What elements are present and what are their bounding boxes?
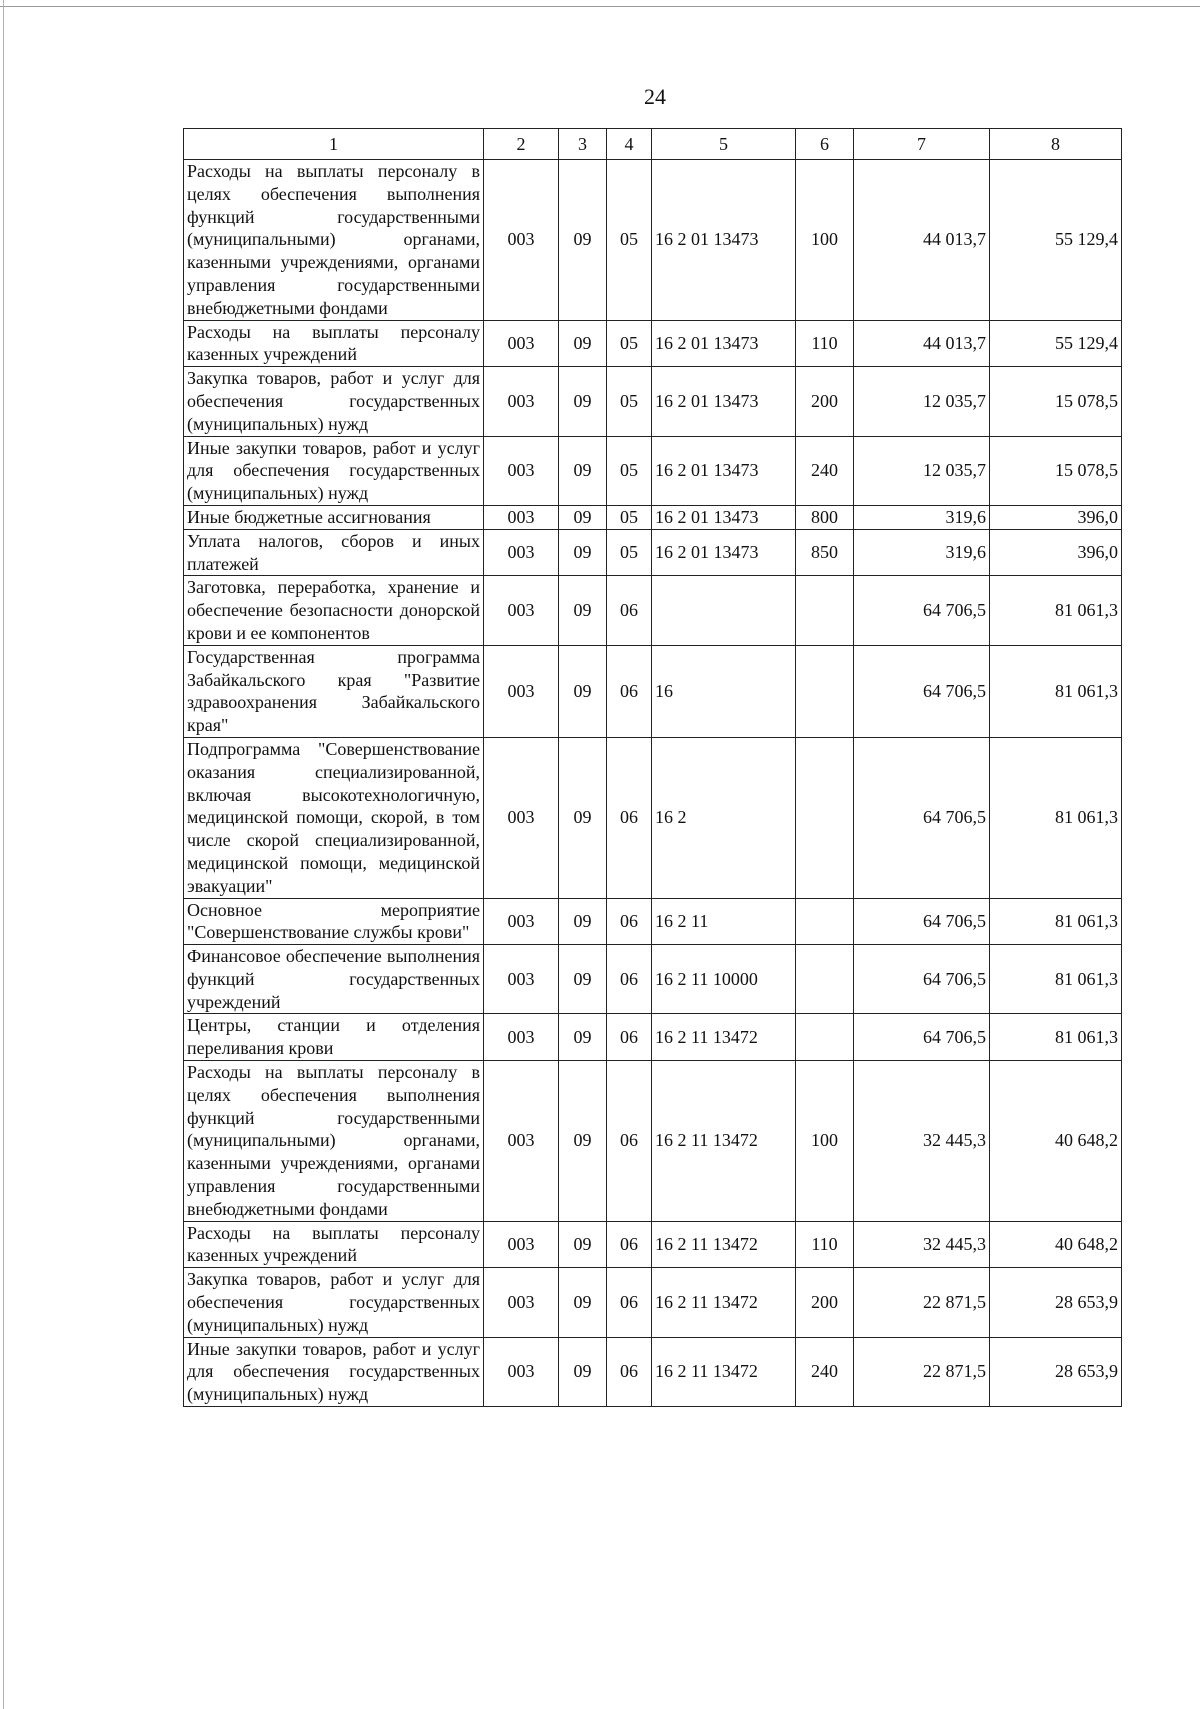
- amount-year2-cell: 55 129,4: [990, 160, 1122, 321]
- table-row: [184, 1014, 1122, 1061]
- subsection-cell: 05: [607, 367, 652, 436]
- amount-year2-cell: 28 653,9: [990, 1337, 1122, 1406]
- subsection-cell: 06: [607, 898, 652, 945]
- amount-year2-cell: 81 061,3: [990, 1014, 1122, 1061]
- target-article-cell: 16 2 11 13472: [652, 1061, 796, 1222]
- expense-type-cell: 110: [796, 1221, 854, 1268]
- target-article-cell: 16 2 01 13473: [652, 160, 796, 321]
- amount-year1-cell: 64 706,5: [854, 945, 990, 1014]
- amount-year1-cell: 12 035,7: [854, 367, 990, 436]
- amount-year1-cell: 32 445,3: [854, 1221, 990, 1268]
- table-row: [184, 576, 1122, 645]
- header-cell: 3: [559, 129, 607, 160]
- row-name-cell: Центры, станции и отделения переливания крови: [184, 1014, 484, 1061]
- subsection-cell: 05: [607, 160, 652, 321]
- table-row: [184, 1221, 1122, 1268]
- row-name-cell: Основное мероприятие "Совершенствование службы крови": [184, 898, 484, 945]
- table-row: [184, 367, 1122, 436]
- table-row: [184, 160, 1122, 321]
- row-name-cell: Расходы на выплаты персоналу в целях обеспечения выполнения функций государственными (муниципальными) органами, казенными учреждениями, органами управления государственными внебюджетными фондами: [184, 160, 484, 321]
- target-article-cell: 16 2 11: [652, 898, 796, 945]
- target-article-cell: 16 2 11 13472: [652, 1337, 796, 1406]
- target-article-cell: 16 2: [652, 737, 796, 898]
- expense-type-cell: 100: [796, 160, 854, 321]
- expense-type-cell: [796, 645, 854, 737]
- row-name-cell: Иные бюджетные ассигнования: [184, 505, 484, 529]
- expense-type-cell: 200: [796, 367, 854, 436]
- section-cell: 09: [559, 1268, 607, 1337]
- subsection-cell: 06: [607, 1061, 652, 1222]
- target-article-cell: 16 2 11 13472: [652, 1221, 796, 1268]
- section-cell: 09: [559, 160, 607, 321]
- scan-edge-left: [0, 0, 4, 1709]
- section-cell: 09: [559, 505, 607, 529]
- expense-type-cell: [796, 1014, 854, 1061]
- table-row: [184, 1268, 1122, 1337]
- subsection-cell: 05: [607, 320, 652, 367]
- admin-code-cell: 003: [484, 737, 559, 898]
- page-number: 24: [644, 84, 666, 109]
- section-cell: 09: [559, 320, 607, 367]
- table-row: [184, 529, 1122, 576]
- admin-code-cell: 003: [484, 1337, 559, 1406]
- target-article-cell: 16 2 01 13473: [652, 367, 796, 436]
- admin-code-cell: 003: [484, 529, 559, 576]
- amount-year2-cell: 15 078,5: [990, 367, 1122, 436]
- expense-type-cell: [796, 737, 854, 898]
- table-row: [184, 1061, 1122, 1222]
- amount-year1-cell: 22 871,5: [854, 1337, 990, 1406]
- section-cell: 09: [559, 529, 607, 576]
- header-cell: 1: [184, 129, 484, 160]
- subsection-cell: 06: [607, 1014, 652, 1061]
- target-article-cell: 16 2 11 10000: [652, 945, 796, 1014]
- amount-year2-cell: 81 061,3: [990, 945, 1122, 1014]
- table-row: [184, 645, 1122, 737]
- section-cell: 09: [559, 1337, 607, 1406]
- row-name-cell: Заготовка, переработка, хранение и обеспечение безопасности донорской крови и ее компонентов: [184, 576, 484, 645]
- row-name-cell: Иные закупки товаров, работ и услуг для обеспечения государственных (муниципальных) нужд: [184, 436, 484, 505]
- amount-year1-cell: 12 035,7: [854, 436, 990, 505]
- subsection-cell: 06: [607, 945, 652, 1014]
- table-row: [184, 505, 1122, 529]
- expense-type-cell: 240: [796, 1337, 854, 1406]
- amount-year1-cell: 319,6: [854, 505, 990, 529]
- amount-year2-cell: 40 648,2: [990, 1061, 1122, 1222]
- amount-year2-cell: 396,0: [990, 529, 1122, 576]
- admin-code-cell: 003: [484, 1268, 559, 1337]
- amount-year1-cell: 44 013,7: [854, 160, 990, 321]
- subsection-cell: 06: [607, 737, 652, 898]
- section-cell: 09: [559, 576, 607, 645]
- expense-type-cell: 240: [796, 436, 854, 505]
- admin-code-cell: 003: [484, 645, 559, 737]
- row-name-cell: Расходы на выплаты персоналу казенных учреждений: [184, 320, 484, 367]
- target-article-cell: 16 2 11 13472: [652, 1268, 796, 1337]
- expense-type-cell: 800: [796, 505, 854, 529]
- table-row: [184, 320, 1122, 367]
- target-article-cell: 16 2 01 13473: [652, 320, 796, 367]
- amount-year1-cell: 64 706,5: [854, 737, 990, 898]
- amount-year2-cell: 40 648,2: [990, 1221, 1122, 1268]
- amount-year1-cell: 64 706,5: [854, 1014, 990, 1061]
- budget-table: [183, 128, 1122, 1407]
- amount-year1-cell: 319,6: [854, 529, 990, 576]
- admin-code-cell: 003: [484, 1014, 559, 1061]
- table-row: [184, 898, 1122, 945]
- amount-year2-cell: 81 061,3: [990, 645, 1122, 737]
- header-cell: 6: [796, 129, 854, 160]
- subsection-cell: 06: [607, 576, 652, 645]
- header-cell: 8: [990, 129, 1122, 160]
- admin-code-cell: 003: [484, 898, 559, 945]
- table-row: [184, 436, 1122, 505]
- subsection-cell: 05: [607, 505, 652, 529]
- row-name-cell: Государственная программа Забайкальского края "Развитие здравоохранения Забайкальского края": [184, 645, 484, 737]
- subsection-cell: 06: [607, 1268, 652, 1337]
- row-name-cell: Расходы на выплаты персоналу в целях обеспечения выполнения функций государственными (муниципальными) органами, казенными учреждениями, органами управления государственными внебюджетными фондами: [184, 1061, 484, 1222]
- section-cell: 09: [559, 945, 607, 1014]
- admin-code-cell: 003: [484, 576, 559, 645]
- admin-code-cell: 003: [484, 945, 559, 1014]
- row-name-cell: Уплата налогов, сборов и иных платежей: [184, 529, 484, 576]
- admin-code-cell: 003: [484, 1221, 559, 1268]
- target-article-cell: 16 2 01 13473: [652, 436, 796, 505]
- row-name-cell: Закупка товаров, работ и услуг для обеспечения государственных (муниципальных) нужд: [184, 1268, 484, 1337]
- section-cell: 09: [559, 737, 607, 898]
- amount-year1-cell: 64 706,5: [854, 898, 990, 945]
- target-article-cell: 16 2 11 13472: [652, 1014, 796, 1061]
- subsection-cell: 06: [607, 1221, 652, 1268]
- amount-year2-cell: 81 061,3: [990, 737, 1122, 898]
- admin-code-cell: 003: [484, 160, 559, 321]
- section-cell: 09: [559, 436, 607, 505]
- target-article-cell: 16 2 01 13473: [652, 505, 796, 529]
- admin-code-cell: 003: [484, 505, 559, 529]
- subsection-cell: 05: [607, 436, 652, 505]
- expense-type-cell: 110: [796, 320, 854, 367]
- admin-code-cell: 003: [484, 1061, 559, 1222]
- amount-year2-cell: 81 061,3: [990, 898, 1122, 945]
- amount-year1-cell: 64 706,5: [854, 576, 990, 645]
- header-cell: 5: [652, 129, 796, 160]
- section-cell: 09: [559, 1014, 607, 1061]
- expense-type-cell: [796, 576, 854, 645]
- amount-year1-cell: 32 445,3: [854, 1061, 990, 1222]
- admin-code-cell: 003: [484, 367, 559, 436]
- admin-code-cell: 003: [484, 436, 559, 505]
- amount-year1-cell: 22 871,5: [854, 1268, 990, 1337]
- amount-year2-cell: 55 129,4: [990, 320, 1122, 367]
- section-cell: 09: [559, 645, 607, 737]
- amount-year1-cell: 44 013,7: [854, 320, 990, 367]
- expense-type-cell: 200: [796, 1268, 854, 1337]
- expense-type-cell: [796, 898, 854, 945]
- amount-year2-cell: 28 653,9: [990, 1268, 1122, 1337]
- admin-code-cell: 003: [484, 320, 559, 367]
- header-row: [184, 129, 1122, 160]
- section-cell: 09: [559, 898, 607, 945]
- target-article-cell: [652, 576, 796, 645]
- table-row: [184, 1337, 1122, 1406]
- section-cell: 09: [559, 367, 607, 436]
- amount-year2-cell: 396,0: [990, 505, 1122, 529]
- scan-edge-top: [0, 0, 1200, 7]
- header-cell: 2: [484, 129, 559, 160]
- section-cell: 09: [559, 1061, 607, 1222]
- row-name-cell: Иные закупки товаров, работ и услуг для обеспечения государственных (муниципальных) нужд: [184, 1337, 484, 1406]
- target-article-cell: 16 2 01 13473: [652, 529, 796, 576]
- header-cell: 7: [854, 129, 990, 160]
- table-row: [184, 737, 1122, 898]
- expense-type-cell: 100: [796, 1061, 854, 1222]
- amount-year1-cell: 64 706,5: [854, 645, 990, 737]
- subsection-cell: 06: [607, 1337, 652, 1406]
- row-name-cell: Расходы на выплаты персоналу казенных учреждений: [184, 1221, 484, 1268]
- header-cell: 4: [607, 129, 652, 160]
- subsection-cell: 05: [607, 529, 652, 576]
- expense-type-cell: [796, 945, 854, 1014]
- amount-year2-cell: 15 078,5: [990, 436, 1122, 505]
- table-row: [184, 945, 1122, 1014]
- row-name-cell: Подпрограмма "Совершенствование оказания специализированной, включая высокотехнологичную, медицинской помощи, скорой, в том числе скорой специализированной, медицинской помощи, медицинской эвакуации": [184, 737, 484, 898]
- target-article-cell: 16: [652, 645, 796, 737]
- subsection-cell: 06: [607, 645, 652, 737]
- row-name-cell: Финансовое обеспечение выполнения функций государственных учреждений: [184, 945, 484, 1014]
- expense-type-cell: 850: [796, 529, 854, 576]
- row-name-cell: Закупка товаров, работ и услуг для обеспечения государственных (муниципальных) нужд: [184, 367, 484, 436]
- section-cell: 09: [559, 1221, 607, 1268]
- amount-year2-cell: 81 061,3: [990, 576, 1122, 645]
